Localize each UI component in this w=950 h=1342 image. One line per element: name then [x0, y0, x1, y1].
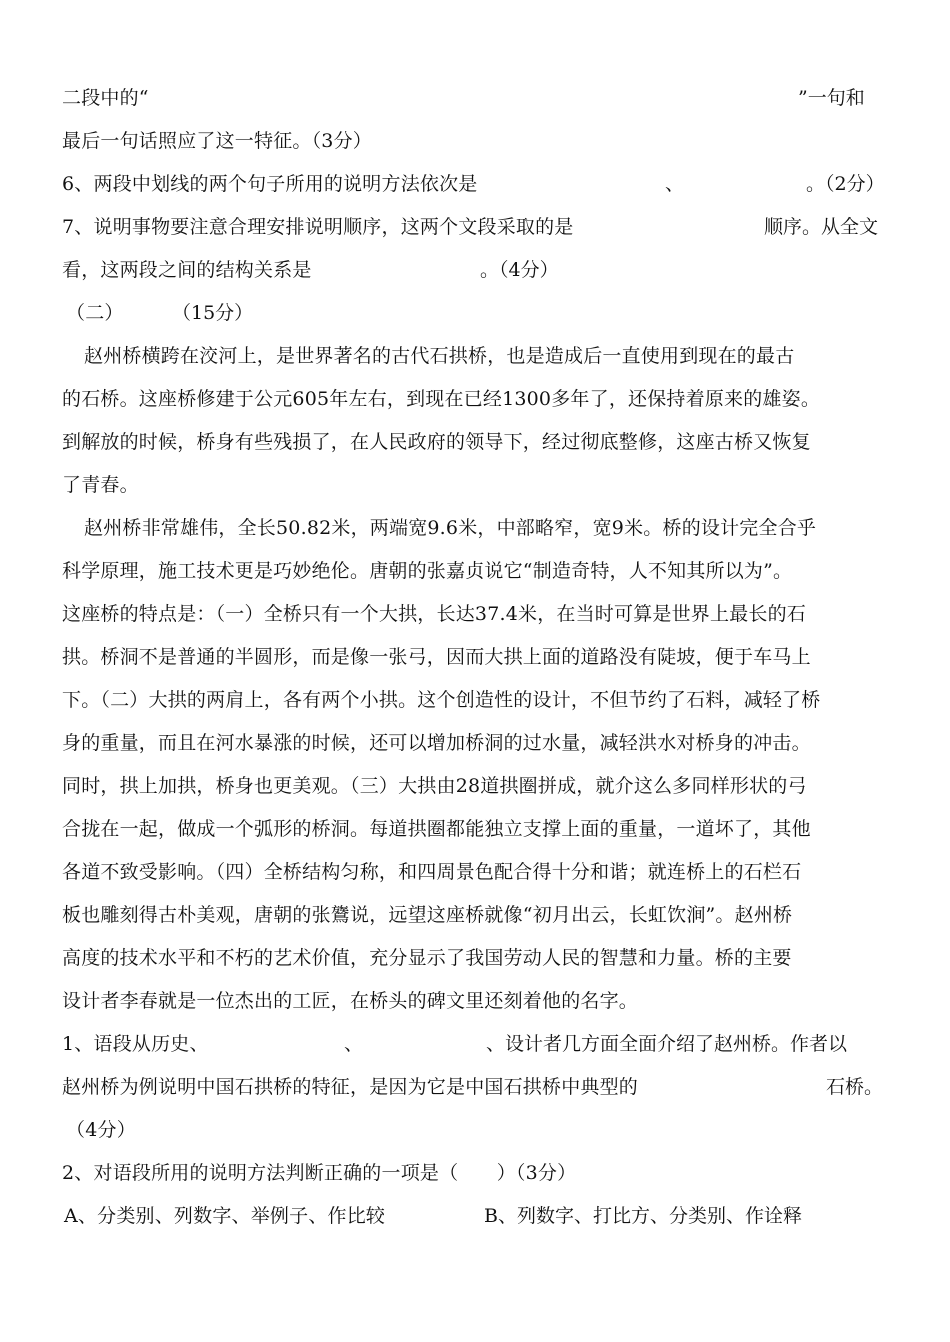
- q1-line1-c: 、设计者几方面全面介绍了赵州桥。作者以: [486, 1033, 848, 1055]
- q6-score: 。（2分）: [806, 173, 885, 195]
- passage-p2-line1: 赵州桥非常雄伟，全长50.82米，两端宽9.6米，中部略窄，宽9米。桥的设计完全合乎: [84, 517, 817, 539]
- q5-line2: 最后一句话照应了这一特征。（3分）: [62, 130, 372, 152]
- q1-score: （4分）: [66, 1119, 136, 1141]
- q7-line1-left: 7、说明事物要注意合理安排说明顺序，这两个文段采取的是: [62, 216, 574, 238]
- passage-p2-line6: 身的重量，而且在河水暴涨的时候，还可以增加桥洞的过水量，减轻洪水对桥身的冲击。: [62, 732, 811, 754]
- passage-p1-line1: 赵州桥横跨在洨河上，是世界著名的古代石拱桥，也是造成后一直使用到现在的最古: [84, 345, 795, 367]
- q6-separator: 、: [665, 173, 685, 195]
- passage-p2-line8: 合拢在一起，做成一个弧形的桥洞。每道拱圈都能独立支撑上面的重量，一道坏了，其他: [62, 818, 811, 840]
- q6-stem: 6、两段中划线的两个句子所用的说明方法依次是: [62, 173, 478, 195]
- passage-p1-line2: 的石桥。这座桥修建于公元605年左右，到现在已经1300多年了，还保持着原来的雄姿。: [62, 388, 821, 410]
- q2-option-b: B、列数字、打比方、分类别、作诠释: [484, 1205, 802, 1227]
- section-score: （15分）: [172, 302, 254, 324]
- q1-line2-right: 石桥。: [826, 1076, 884, 1098]
- passage-p2-line9: 各道不致受影响。（四）全桥结构匀称，和四周景色配合得十分和谐；就连桥上的石栏石: [62, 861, 802, 883]
- q2-stem: 2、对语段所用的说明方法判断正确的一项是（ ）（3分）: [62, 1162, 577, 1184]
- passage-p2-line2: 科学原理，施工技术更是巧妙绝伦。唐朝的张嘉贞说它“制造奇特，人不知其所以为”。: [62, 560, 793, 582]
- passage-p2-line11: 高度的技术水平和不朽的艺术价值，充分显示了我国劳动人民的智慧和力量。桥的主要: [62, 947, 792, 969]
- passage-p2-line12: 设计者李春就是一位杰出的工匠，在桥头的碑文里还刻着他的名字。: [62, 990, 639, 1012]
- q7-line2-left: 看，这两段之间的结构关系是: [62, 259, 312, 281]
- q7-line2-right: 。（4分）: [480, 259, 559, 281]
- q2-option-a: A、分类别、列数字、举例子、作比较: [64, 1205, 386, 1227]
- section-label: （二）: [66, 302, 124, 324]
- passage-p2-line3: 这座桥的特点是：（一）全桥只有一个大拱，长达37.4米，在当时可算是世界上最长的石: [62, 603, 807, 625]
- q1-line1-a: 1、语段从历史、: [62, 1033, 209, 1055]
- passage-p2-line10: 板也雕刻得古朴美观，唐朝的张鷟说，远望这座桥就像“初月出云，长虹饮涧”。赵州桥: [62, 904, 793, 926]
- passage-p1-line4: 了青春。: [62, 474, 139, 496]
- q7-line1-right: 顺序。从全文: [764, 216, 879, 238]
- q5-line1-right: ”一句和: [798, 87, 865, 109]
- passage-p1-line3: 到解放的时候，桥身有些残损了，在人民政府的领导下，经过彻底整修，这座古桥又恢复: [62, 431, 811, 453]
- passage-p2-line5: 下。（二）大拱的两肩上，各有两个小拱。这个创造性的设计，不但节约了石料，减轻了桥: [62, 689, 821, 711]
- passage-p2-line7: 同时，拱上加拱，桥身也更美观。（三）大拱由28道拱圈拼成，就介这么多同样形状的弓: [62, 775, 807, 797]
- passage-p2-line4: 拱。桥洞不是普通的半圆形，而是像一张弓，因而大拱上面的道路没有陡坡，便于车马上: [62, 646, 811, 668]
- q5-line1-left: 二段中的“: [62, 87, 149, 109]
- q1-line1-b: 、: [344, 1033, 364, 1055]
- q1-line2-left: 赵州桥为例说明中国石拱桥的特征，是因为它是中国石拱桥中典型的: [62, 1076, 639, 1098]
